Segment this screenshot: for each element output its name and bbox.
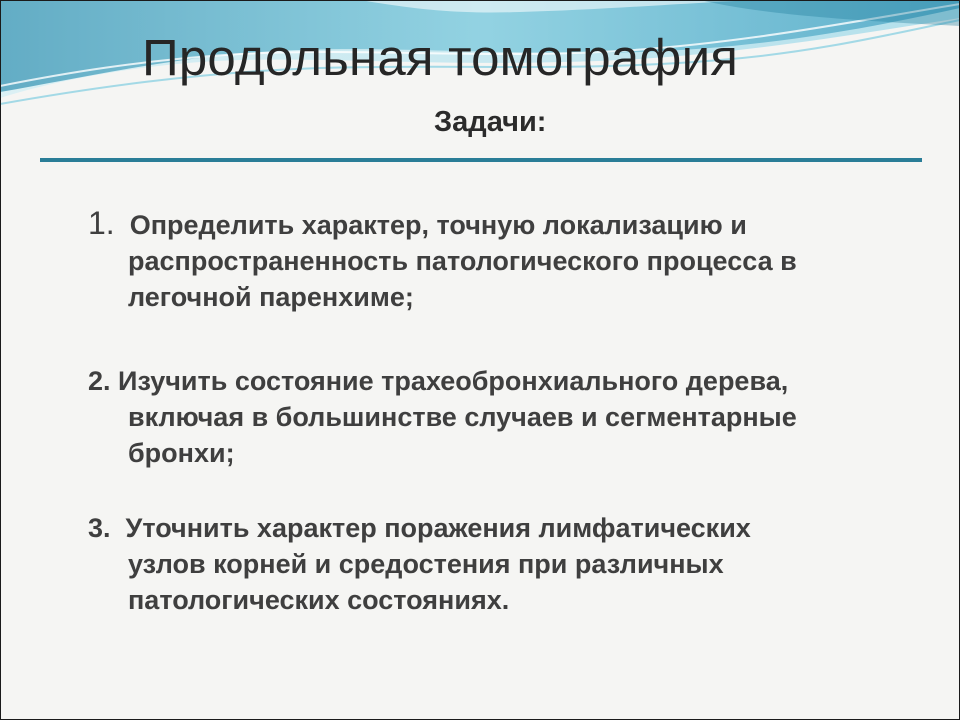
task-2-text-1: Изучить состояние трахеобронхиального дерева, — [118, 366, 789, 396]
task-1-text-1: Определить характер, точную локализацию и — [129, 210, 747, 240]
task-3-line-1 — [88, 510, 938, 546]
task-2-line-2: включая в большинстве случаев и сегментарные — [128, 402, 797, 432]
task-2-line-3: бронхи; — [128, 438, 235, 468]
task-2-number: 2. — [88, 366, 111, 396]
task-3-text-1: Уточнить характер поражения лимфатических — [125, 513, 751, 543]
task-1-line-3: легочной паренхиме; — [128, 282, 414, 312]
title-divider — [40, 158, 922, 162]
task-1-number: 1. — [88, 205, 115, 241]
task-3-line-2: узлов корней и средостения при различных — [128, 549, 724, 579]
task-1-line-2: распространенность патологического процесса в — [128, 246, 797, 276]
task-item-3 — [88, 510, 938, 618]
task-item-1 — [88, 205, 938, 315]
task-3-number: 3. — [88, 513, 111, 543]
slide-subtitle: Задачи: — [434, 106, 547, 138]
task-3-line-3: патологических состояниях. — [128, 585, 510, 615]
task-1-line-1 — [88, 205, 938, 243]
task-2-line-1 — [88, 363, 938, 399]
task-item-2 — [88, 363, 938, 471]
slide-title: Продольная томография — [142, 29, 739, 86]
